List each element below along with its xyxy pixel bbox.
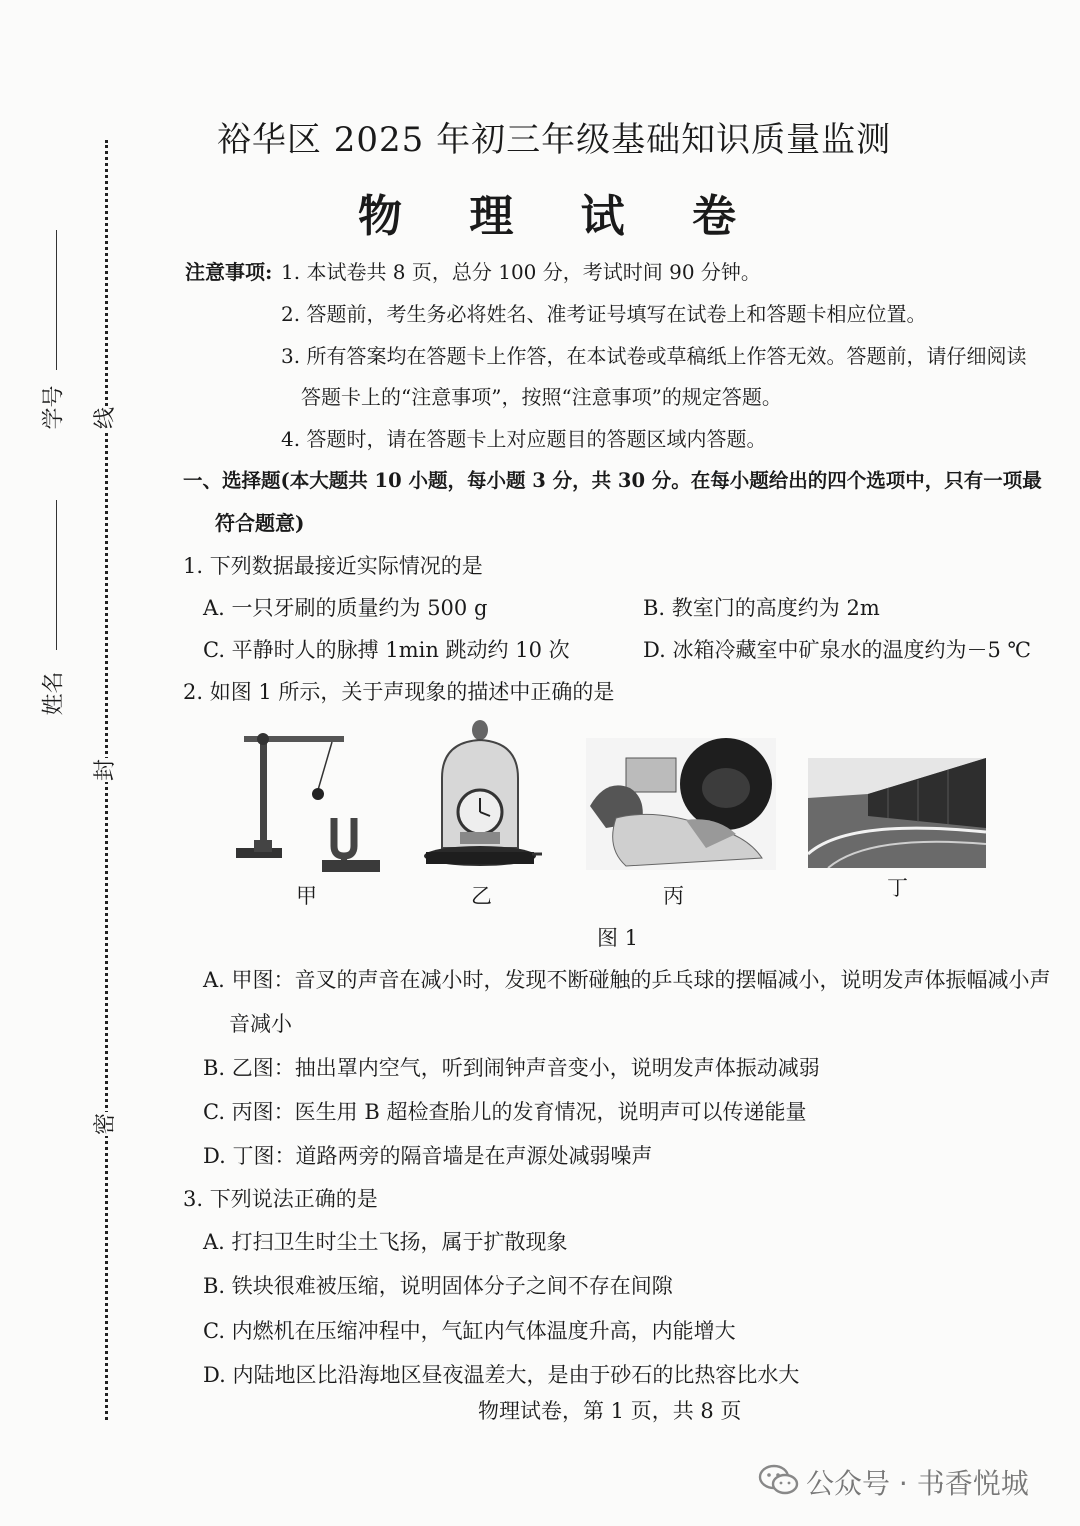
fig-label-yi: 乙 xyxy=(471,884,492,908)
notice-item-4: 4. 答题时，请在答题卡上对应题目的答题区域内答题。 xyxy=(281,427,767,451)
q1-option-c: C. 平静时人的脉搏 1min 跳动约 10 次 xyxy=(203,638,570,662)
section1-heading-cont: 符合题意) xyxy=(215,511,305,535)
figure-1-caption: 图 1 xyxy=(597,926,639,950)
q3-stem: 3. 下列说法正确的是 xyxy=(183,1187,378,1211)
q2-stem: 2. 如图 1 所示，关于声现象的描述中正确的是 xyxy=(183,680,615,704)
student-id-blank xyxy=(56,230,57,370)
q3-option-d: D. 内陆地区比沿海地区昼夜温差大，是由于砂石的比热容比水大 xyxy=(203,1363,800,1387)
q2-option-a: A. 甲图：音叉的声音在减小时，发现不断碰触的乒乓球的摆幅减小，说明发声体振幅减小声 xyxy=(203,968,1051,992)
q2-option-b: B. 乙图：抽出罩内空气，听到闹钟声音变小，说明发声体振动减弱 xyxy=(203,1056,820,1080)
fig-label-jia: 甲 xyxy=(296,884,317,908)
name-blank xyxy=(56,500,57,650)
q3-option-b: B. 铁块很难被压缩，说明固体分子之间不存在间隙 xyxy=(203,1274,673,1298)
q1-option-a: A. 一只牙刷的质量约为 500 g xyxy=(203,596,488,620)
binding-char-line: 线 xyxy=(93,407,118,430)
fig-label-bing: 丙 xyxy=(663,884,684,908)
q2-option-c: C. 丙图：医生用 B 超检查胎儿的发育情况，说明声可以传递能量 xyxy=(203,1100,807,1124)
notice-item-3-cont: 答题卡上的“注意事项”，按照“注意事项”的规定答题。 xyxy=(301,385,782,409)
notice-item-1: 1. 本试卷共 8 页，总分 100 分，考试时间 90 分钟。 xyxy=(281,260,761,284)
figure-jia-tuning-fork xyxy=(230,728,390,876)
name-label: 姓名 xyxy=(41,671,67,716)
q2-option-a-cont: 音减小 xyxy=(229,1012,292,1036)
page-footer: 物理试卷，第 1 页，共 8 页 xyxy=(478,1399,742,1423)
q3-option-c: C. 内燃机在压缩冲程中，气缸内气体温度升高，内能增大 xyxy=(203,1319,736,1343)
q1-option-d: D. 冰箱冷藏室中矿泉水的温度约为－5 ℃ xyxy=(643,638,1031,662)
student-id-label: 学号 xyxy=(41,385,67,430)
q1-stem: 1. 下列数据最接近实际情况的是 xyxy=(183,554,483,578)
notice-item-2: 2. 答题前，考生务必将姓名、准考证号填写在试卷上和答题卡相应位置。 xyxy=(281,302,927,326)
fig-label-ding: 丁 xyxy=(887,876,908,900)
exam-title: 物 理 试 卷 xyxy=(358,191,762,242)
binding-char-secret: 密 xyxy=(93,1113,118,1136)
wechat-icon xyxy=(758,1462,800,1498)
q2-option-d: D. 丁图：道路两旁的隔音墙是在声源处减弱噪声 xyxy=(203,1144,653,1168)
figure-ding-sound-barrier xyxy=(808,758,986,868)
section1-heading: 一、选择题(本大题共 10 小题，每小题 3 分，共 30 分。在每小题给出的四个选项中，只有一项最 xyxy=(183,469,1042,492)
notice-label: 注意事项: xyxy=(185,260,273,284)
figure-bing-ultrasound xyxy=(586,738,776,870)
notice-item-3: 3. 所有答案均在答题卡上作答，在本试卷或草稿纸上作答无效。答题前，请仔细阅读 xyxy=(281,344,1027,368)
q1-option-b: B. 教室门的高度约为 2m xyxy=(643,596,880,620)
q3-option-a: A. 打扫卫生时尘土飞扬，属于扩散现象 xyxy=(203,1230,568,1254)
watermark-text: 公众号 · 书香悦城 xyxy=(806,1467,1029,1500)
binding-char-seal: 封 xyxy=(93,759,118,782)
exam-subtitle: 裕华区 2025 年初三年级基础知识质量监测 xyxy=(216,120,892,160)
figure-yi-bell-jar xyxy=(418,718,542,874)
